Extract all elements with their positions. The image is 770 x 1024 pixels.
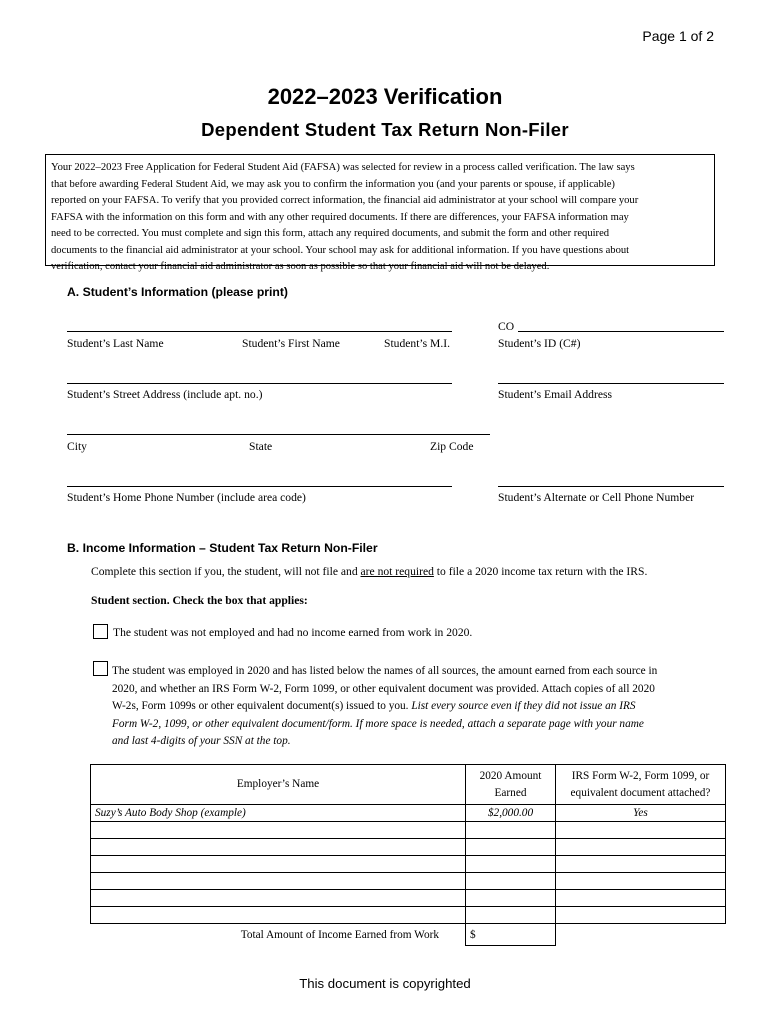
intro-line: reported on your FAFSA. To verify that you provided correct information, the financial aid administrator at your school will compare your <box>51 195 639 206</box>
amount-earned-header: 2020 Amount Earned <box>466 765 556 805</box>
home-phone-label: Student’s Home Phone Number (include area code) <box>67 491 306 504</box>
intro-line: Your 2022–2023 Free Application for Federal Student Aid (FAFSA) was selected for review in a process called verification. The law says <box>51 162 635 173</box>
table-row[interactable] <box>91 822 726 839</box>
student-id-prefix: CO <box>498 320 515 333</box>
employed-line-pre: W-2s, Form 1099s or other equivalent document(s) issued to you. <box>112 700 412 712</box>
amount-cell[interactable] <box>466 856 556 873</box>
section-a-heading: A. Student’s Information (please print) <box>67 285 288 299</box>
last-name-label: Student’s Last Name <box>67 337 164 350</box>
document-attached-header: IRS Form W-2, Form 1099, or equivalent document attached? <box>556 765 726 805</box>
intro-line: documents to the financial aid administrator at your school. Your school may ask for additional information. If you have questions about <box>51 244 630 256</box>
city-label: City <box>67 440 87 453</box>
copyright-footer: This document is copyrighted <box>299 976 471 991</box>
amount-cell[interactable] <box>466 907 556 924</box>
amount-cell[interactable] <box>466 873 556 890</box>
employed-line: Form W-2, 1099, or other equivalent document/form. If more space is needed, attach a separate page with your name <box>112 717 644 730</box>
alt-phone-label: Student’s Alternate or Cell Phone Number <box>498 491 695 504</box>
intro-line: verification, contact your financial aid administrator as soon as possible so that your financial aid will not be delayed. <box>51 261 550 272</box>
section-b-intro-underlined: are not required <box>360 565 434 578</box>
amount-cell[interactable] <box>466 839 556 856</box>
street-address-label: Student’s Street Address (include apt. no.) <box>67 388 263 401</box>
total-income-cell[interactable]: $ <box>466 924 556 946</box>
employer-name-cell[interactable] <box>91 873 466 890</box>
alt-phone-input-line[interactable] <box>498 486 724 487</box>
first-name-label: Student’s First Name <box>242 337 340 350</box>
employer-name-cell[interactable] <box>91 822 466 839</box>
city-state-zip-input-line[interactable] <box>67 434 490 435</box>
student-id-label: Student’s ID (C#) <box>498 337 581 350</box>
not-employed-label: The student was not employed and had no income earned from work in 2020. <box>113 626 473 639</box>
table-header-row <box>91 765 726 805</box>
intro-line: FAFSA with the information on this form and with any other required documents. If there are differences, your FAFSA information may <box>51 211 629 223</box>
doc-attached-cell[interactable] <box>556 890 726 907</box>
intro-line: need to be corrected. You must complete and sign this form, attach any required documents, and submit the form and other required <box>51 228 610 239</box>
doc-attached-cell[interactable] <box>556 839 726 856</box>
table-row-example <box>91 805 726 822</box>
intro-line: that before awarding Federal Student Aid, we may ask you to confirm the information you (and your parents or spouse, if applicable) <box>51 178 615 190</box>
amount-cell[interactable] <box>466 822 556 839</box>
table-row[interactable] <box>91 890 726 907</box>
section-b-intro-pre: Complete this section if you, the student, will not file and <box>91 565 361 578</box>
section-b-heading: B. Income Information – Student Tax Return Non-Filer <box>67 541 378 555</box>
form-title: 2022–2023 Verification <box>267 84 503 109</box>
employed-line: The student was employed in 2020 and has listed below the names of all sources, the amount earned from each source in <box>112 665 658 677</box>
student-id-input-line[interactable] <box>518 331 724 332</box>
employer-income-table <box>90 764 726 946</box>
employer-name-cell[interactable] <box>91 890 466 907</box>
state-label: State <box>249 440 273 453</box>
intro-notice-box <box>45 154 715 272</box>
table-row[interactable] <box>91 907 726 924</box>
employer-name-header: Employer’s Name <box>91 765 466 805</box>
table-row[interactable] <box>91 856 726 873</box>
employer-name-cell[interactable] <box>91 907 466 924</box>
employed-line <box>112 698 724 716</box>
employed-checkbox[interactable] <box>93 661 108 676</box>
amount-cell[interactable] <box>466 890 556 907</box>
not-employed-checkbox[interactable] <box>93 624 108 639</box>
example-doc-cell: Yes <box>556 805 726 822</box>
table-row[interactable] <box>91 839 726 856</box>
employed-line-italic: List every source even if they did not issue an IRS <box>411 700 636 712</box>
email-input-line[interactable] <box>498 383 724 384</box>
email-label: Student’s Email Address <box>498 388 613 401</box>
example-employer-cell: Suzy’s Auto Body Shop (example) <box>91 805 466 822</box>
section-b-intro <box>91 565 647 578</box>
employed-description <box>112 663 724 751</box>
check-instruction: Student section. Check the box that applies: <box>91 594 308 607</box>
doc-attached-cell[interactable] <box>556 907 726 924</box>
example-amount-cell: $2,000.00 <box>466 805 556 822</box>
employer-name-cell[interactable] <box>91 839 466 856</box>
page-number: Page 1 of 2 <box>642 28 714 44</box>
zip-label: Zip Code <box>430 440 474 453</box>
home-phone-input-line[interactable] <box>67 486 452 487</box>
form-subtitle: Dependent Student Tax Return Non-Filer <box>201 119 569 140</box>
table-total-row <box>91 924 726 946</box>
employed-line: and last 4-digits of your SSN at the top. <box>112 735 291 747</box>
total-income-label: Total Amount of Income Earned from Work <box>91 924 466 946</box>
table-row[interactable] <box>91 873 726 890</box>
mi-label: Student’s M.I. <box>384 337 451 350</box>
street-address-input-line[interactable] <box>67 383 452 384</box>
doc-attached-cell[interactable] <box>556 856 726 873</box>
employer-name-cell[interactable] <box>91 856 466 873</box>
doc-attached-cell[interactable] <box>556 873 726 890</box>
name-input-line[interactable] <box>67 331 452 332</box>
doc-attached-cell[interactable] <box>556 822 726 839</box>
section-b-intro-post: to file a 2020 income tax return with the IRS. <box>433 565 648 578</box>
employed-line: 2020, and whether an IRS Form W-2, Form 1099, or other equivalent document was provided. Attach copies of all 2020 <box>112 682 655 695</box>
